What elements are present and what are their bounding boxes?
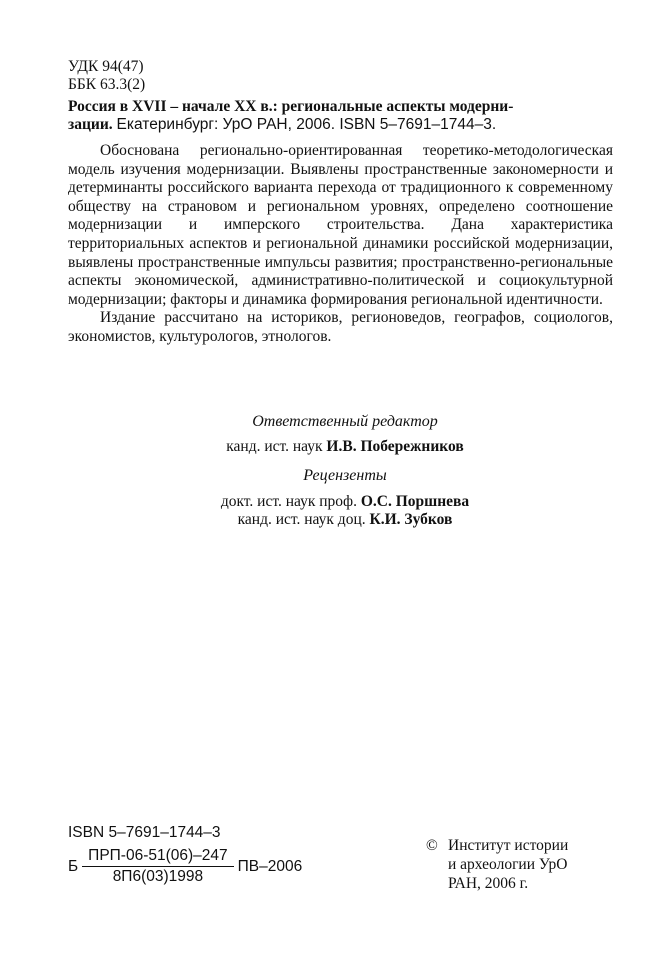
editor-line (150, 437, 540, 457)
bibliographic-record (68, 98, 613, 134)
audience-paragraph: Издание рассчитано на историков, регионоведов, географов, социологов, экономистов, культурологов, этнологов. (68, 309, 613, 345)
editor-name: И.В. Побережников (326, 438, 464, 455)
reviewer-line (150, 510, 540, 530)
copyright-notice (426, 836, 568, 893)
isbn: ISBN 5–7691–1744–3 (68, 824, 221, 841)
publication-index (68, 847, 302, 886)
reviewer-name: О.С. Поршнева (360, 493, 470, 510)
udc-code: УДК 94(47) (68, 58, 144, 75)
reviewer-name: К.И. Зубков (369, 511, 453, 528)
copyright-line: и археологии УрО (448, 856, 568, 873)
reviewer-degree: канд. ист. наук доц. (237, 511, 366, 528)
reviewer-line (150, 492, 540, 512)
index-numerator: ПРП-06-51(06)–247 (82, 847, 233, 867)
abstract-paragraph: Обоснована регионально-ориентированная теоретико-методологическая модель изучения модернизации. Выявлены пространственные закономерности и детерминанты российского варианта перехода от традиционного к современному обществу на страновом и региональном уровнях, определено соотношение модернизации и имперского строительства. Дана характеристика территориальных аспектов и региональной динамики российской модернизации, выявлены пространственные импульсы развития; пространственно-региональные аспекты экономической, административно-политической и социокультурной модернизации; факторы и динамика формирования региональной идентичности. (68, 142, 613, 308)
classification-codes (68, 58, 145, 94)
bbk-code: ББК 63.3(2) (68, 76, 146, 93)
index-letter: Б (68, 857, 79, 875)
publication-info: Екатеринбург: УрО РАН, 2006. ISBN 5–7691–1744–3. (116, 116, 497, 133)
index-suffix: ПВ–2006 (237, 857, 303, 875)
reviewers-label: Рецензенты (303, 467, 387, 484)
copyright-line: РАН, 2006 г. (448, 875, 529, 892)
index-denominator: 8П6(03)1998 (112, 868, 204, 885)
book-title-part2: зации. (68, 116, 113, 133)
abstract (68, 142, 613, 347)
copyright-line: Институт истории (448, 837, 569, 854)
reviewer-degree: докт. ист. наук проф. (220, 493, 357, 510)
copyright-symbol: © (426, 837, 438, 854)
book-title-part1: Россия в XVII – начале XX в.: региональные аспекты модерни- (68, 98, 514, 115)
editor-degree: канд. ист. наук (226, 438, 323, 455)
editor-label: Ответственный редактор (252, 413, 438, 430)
index-fraction (82, 847, 233, 886)
